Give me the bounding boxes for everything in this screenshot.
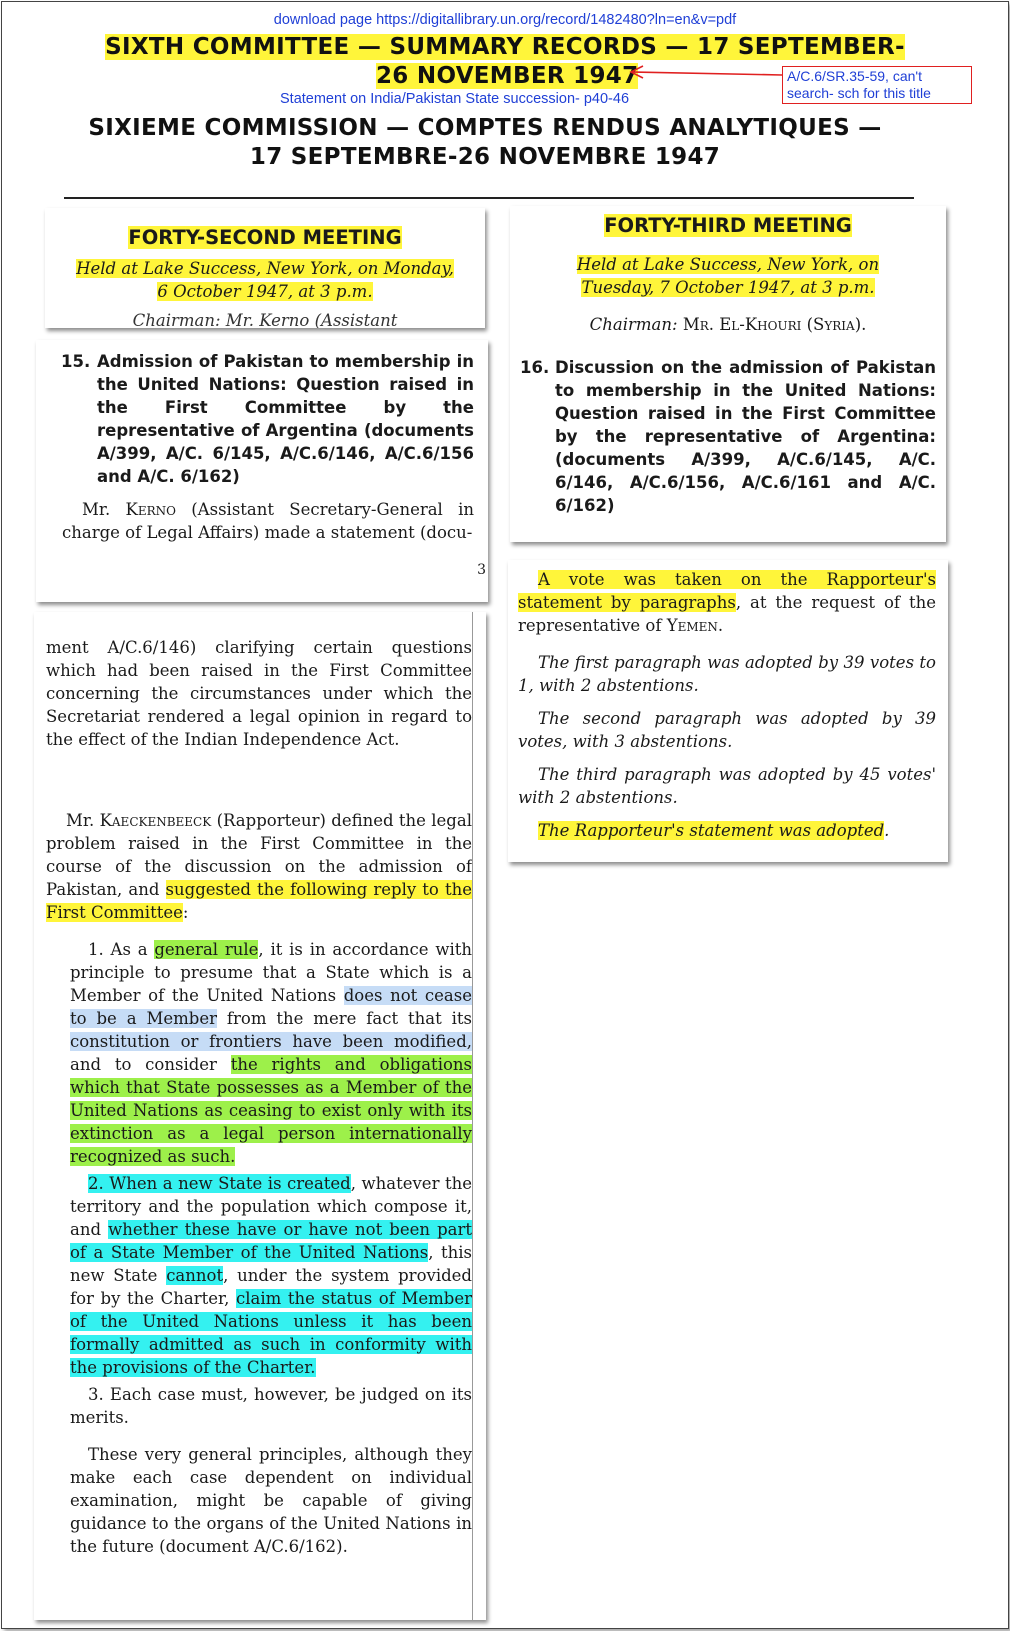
kerno-statement: Mr. Kerno (Assistant Secretary-General in charge of Legal Affairs) made a statement (docu- <box>62 500 475 542</box>
chairman-cut-42: Chairman: Mr. Kerno (Assistant <box>132 311 398 328</box>
statement-adopted: The Rapporteur's statement was adopted. <box>538 821 890 840</box>
document-symbol-note: A/C.6/SR.35-59, can't search- sch for this title <box>782 66 972 104</box>
closing-paragraph: These very general principles, although they make each case dependent on individual examination, might be capable of giving guidance to the organs of the United Nations in the future (document A/C.6/162). <box>70 1445 472 1556</box>
header-fr-line2: 17 SEPTEMBRE-26 NOVEMBRE 1947 <box>249 144 721 170</box>
held-line-42: Held at Lake Success, New York, on Monday, 6 October 1947, at 3 p.m. <box>76 259 454 301</box>
margin-mark: 3 <box>477 562 486 578</box>
clip-vote <box>508 560 948 862</box>
vote-result-1: The first paragraph was adopted by 39 votes to 1, with 2 abstentions. <box>518 653 936 695</box>
item-15-title: 15. Admission of Pakistan to membership in the United Nations: Question raised in the First Committee by the representative of Argentina (documents A/399, A/C. 6/145, A/C.6/146, A/C.6/156 and A/C. 6/162) <box>61 352 474 486</box>
vote-paragraph: A vote was taken on the Rapporteur's statement by paragraphs, at the request of the representative of Yemen. <box>518 570 936 635</box>
header-en-line1: SIXTH COMMITTEE — SUMMARY RECORDS — 17 SEPTEMBER- <box>105 34 905 60</box>
header-en-line2: 26 NOVEMBER 1947 <box>376 63 639 89</box>
chairman-43: Chairman: Mr. El-Khouri (Syria). <box>589 315 867 334</box>
clip-item-15 <box>36 340 488 602</box>
clip-statement-text <box>34 612 486 1620</box>
principle-paragraph-3: 3. Each case must, however, be judged on its merits. <box>70 1385 472 1427</box>
vote-result-2: The second paragraph was adopted by 39 votes, with 3 abstentions. <box>518 709 936 751</box>
kaeckenbeeck-paragraph: Mr. Kaeckenbeeck (Rapporteur) defined the legal problem raised in the First Committee in the course of the discussion on the admission of Pakistan, and suggested the following reply to the First Committee: <box>46 811 472 922</box>
header-fr-line1: SIXIEME COMMISSION — COMPTES RENDUS ANALYTIQUES — <box>88 115 882 141</box>
kerno-continuation: ment A/C.6/146) clarifying certain questions which had been raised in the First Committee concerning the circumstances under which the Secretariat rendered a legal opinion in regard to the effect of the Indian Independence Act. <box>46 638 472 749</box>
header-rule <box>64 197 914 199</box>
download-link-note[interactable]: download page https://digitallibrary.un.org/record/1482480?ln=en&v=pdf <box>273 12 737 28</box>
meeting-title-42: FORTY-SECOND MEETING <box>128 226 402 249</box>
annotation-arrow <box>625 62 785 82</box>
item-16-title: 16. Discussion on the admission of Pakistan to membership in the United Nations: Question raised in the First Committee by the representative of Argentina: (documents A/399, A/C.6/145, A/C. 6/146, A/C.6/156, A/C.6/161 and A/C. 6/162) <box>520 358 936 515</box>
vote-result-3: The third paragraph was adopted by 45 votes' with 2 abstentions. <box>518 765 936 807</box>
principle-paragraph-1: 1. As a general rule, it is in accordance with principle to presume that a State which is a Member of the United Nations does not cease to be a Member from the mere fact that its constitution or frontiers have been modified, and to consider the rights and obligations which that State possesses as a Member of the United Nations as ceasing to exist only with its extinction as a legal person internationally recognized as such. <box>70 940 473 1166</box>
clip-43rd-meeting <box>510 206 946 542</box>
clip-42nd-meeting-header <box>45 208 485 328</box>
principle-paragraph-2: 2. When a new State is created, whatever the territory and the population which compose it, and whether these have or have not been part of a State Member of the United Nations, this new State cannot, under the system provided for by the Charter, claim the status of Member of the United Nations unless it has been formally admitted as such in conformity with the provisions of the Charter. <box>70 1174 473 1377</box>
meeting-title-43: FORTY-THIRD MEETING <box>604 214 852 237</box>
held-line-43: Held at Lake Success, New York, on Tuesday, 7 October 1947, at 3 p.m. <box>576 255 880 297</box>
statement-page-note: Statement on India/Pakistan State succession- p40-46 <box>280 91 630 107</box>
